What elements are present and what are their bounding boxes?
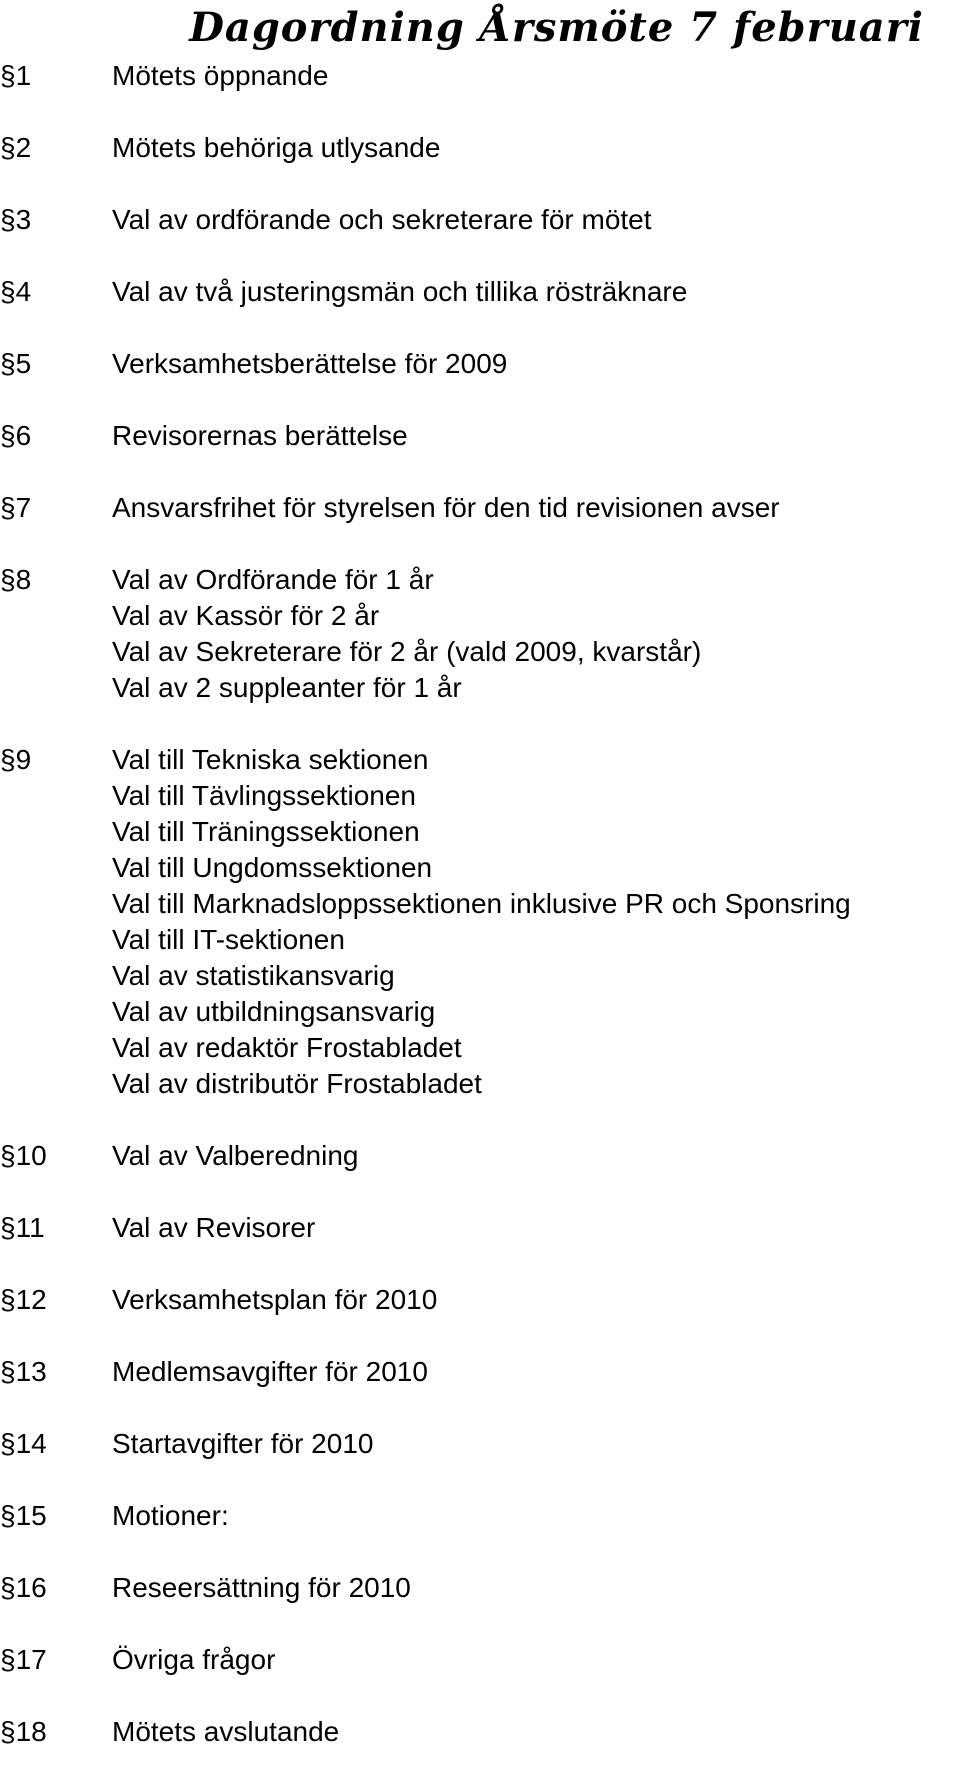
agenda-item-text: Val av 2 suppleanter för 1 år [112,672,462,703]
agenda-item [0,346,960,382]
agenda-item-lines [112,274,960,310]
agenda-item-lines [112,346,960,382]
agenda-item-lines [112,1642,960,1678]
agenda-item [0,1642,960,1678]
agenda-item-number: §11 [0,1212,45,1243]
agenda-item-number: §8 [0,564,32,595]
agenda-item-lines [112,1498,960,1534]
agenda-item-number: §9 [0,744,32,775]
agenda-item-lines [112,1210,960,1246]
agenda-item-text: Ansvarsfrihet för styrelsen för den tid revisionen avser [112,492,780,523]
agenda-item [0,742,960,1102]
agenda-item-text: Val till Träningssektionen [112,816,420,847]
agenda-item-text: Val av ordförande och sekreterare för mötet [112,204,652,235]
agenda-item-text: Val till Ungdomssektionen [112,852,433,883]
agenda-item-number: §10 [0,1140,47,1171]
agenda-item [0,1282,960,1318]
agenda-item-text: Motioner: [112,1500,229,1531]
agenda-item-text: Val till Marknadsloppssektionen inklusive PR och Sponsring [112,888,851,919]
agenda-item-lines [112,418,960,454]
agenda-item-text: Val av statistikansvarig [112,960,395,991]
agenda-item-number: §3 [0,204,32,235]
agenda-item-text: Val till Tekniska sektionen [112,744,429,775]
agenda-item-number: §5 [0,348,32,379]
agenda-item-text: Val av Kassör för 2 år [112,600,380,631]
agenda-item-text: Mötets avslutande [112,1716,340,1747]
agenda-item-text: Övriga frågor [112,1644,276,1675]
agenda-item-text: Val av två justeringsmän och tillika rösträknare [112,276,688,307]
agenda-item-text: Val till Tävlingssektionen [112,780,417,811]
agenda-item-text: Startavgifter för 2010 [112,1428,374,1459]
agenda-item-lines [112,562,960,706]
agenda-item-number: §1 [0,60,32,91]
agenda-item-lines [112,1354,960,1390]
agenda-item-text: Verksamhetsplan för 2010 [112,1284,438,1315]
agenda-item [0,1426,960,1462]
agenda-item-text: Val av Valberedning [112,1140,359,1171]
agenda-item-number: §7 [0,492,32,523]
agenda-item-lines [112,1426,960,1462]
agenda-item-lines [112,202,960,238]
agenda-item-number: §6 [0,420,32,451]
agenda-item-text: Val av utbildningsansvarig [112,996,436,1027]
agenda-item-text: Mötets öppnande [112,60,329,91]
document-title: Dagordning Årsmöte 7 februari [189,4,924,51]
agenda-item [0,130,960,166]
agenda-item-text: Val till IT-sektionen [112,924,345,955]
agenda-item [0,1354,960,1390]
agenda-item [0,202,960,238]
agenda-item [0,1498,960,1534]
agenda-item [0,58,960,94]
agenda-item-number: §17 [0,1644,47,1675]
agenda-item [0,274,960,310]
agenda-item-lines [112,742,960,1102]
agenda-item-text: Revisorernas berättelse [112,420,408,451]
agenda-list [0,58,960,1786]
agenda-item [0,1570,960,1606]
agenda-item-text: Val av Ordförande för 1 år [112,564,434,595]
agenda-item-text: Mötets behöriga utlysande [112,132,441,163]
agenda-item-number: §4 [0,276,32,307]
agenda-item-number: §15 [0,1500,47,1531]
agenda-item-number: §14 [0,1428,47,1459]
agenda-item [0,1138,960,1174]
agenda-item-text: Medlemsavgifter för 2010 [112,1356,428,1387]
agenda-item [0,562,960,706]
agenda-item-number: §2 [0,132,32,163]
agenda-item-number: §13 [0,1356,47,1387]
agenda-item-lines [112,1714,960,1750]
agenda-item-lines [112,58,960,94]
agenda-item-text: Val av redaktör Frostabladet [112,1032,462,1063]
agenda-item [0,1714,960,1750]
agenda-item [0,1210,960,1246]
agenda-item-number: §18 [0,1716,47,1747]
agenda-item-text: Verksamhetsberättelse för 2009 [112,348,508,379]
agenda-item-text: Val av Sekreterare för 2 år (vald 2009, kvarstår) [112,636,702,667]
agenda-item [0,490,960,526]
agenda-item-text: Val av distributör Frostabladet [112,1068,482,1099]
agenda-item-text: Val av Revisorer [112,1212,316,1243]
agenda-item-number: §12 [0,1284,47,1315]
agenda-item [0,418,960,454]
agenda-item-lines [112,1282,960,1318]
agenda-item-number: §16 [0,1572,47,1603]
agenda-item-lines [112,1570,960,1606]
agenda-item-lines [112,490,960,526]
agenda-item-lines [112,1138,960,1174]
agenda-item-lines [112,130,960,166]
agenda-item-text: Reseersättning för 2010 [112,1572,411,1603]
